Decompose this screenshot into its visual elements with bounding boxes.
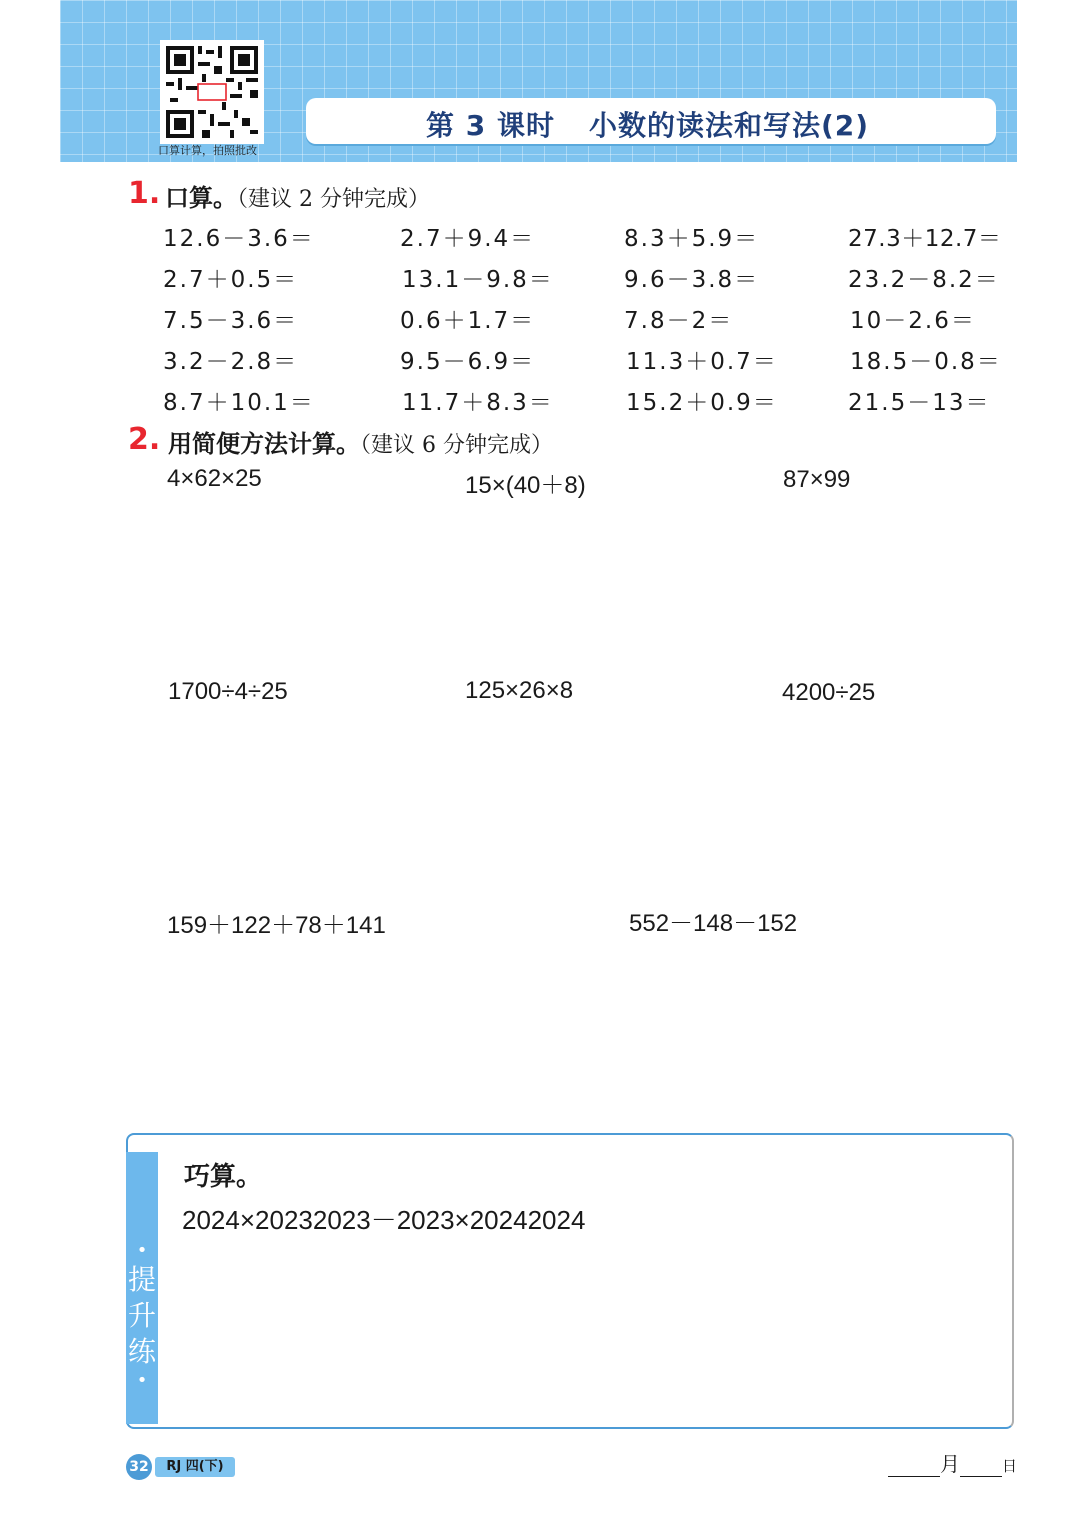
date-fill xyxy=(888,1448,1017,1477)
q2-title xyxy=(168,424,553,459)
q2-title-text: 用简便方法计算。 xyxy=(168,430,360,458)
q1-hint: （建议 2 分钟完成） xyxy=(237,187,430,212)
grade-badge: RJ 四(下) xyxy=(155,1457,235,1477)
oral-item[interactable]: 7.5－3.6＝ xyxy=(163,308,299,334)
calc-item[interactable]: 4×62×25 xyxy=(167,465,262,492)
oral-item[interactable]: 21.5－13＝ xyxy=(848,390,991,416)
oral-item[interactable]: 10－2.6＝ xyxy=(850,308,976,334)
month-blank[interactable] xyxy=(888,1456,940,1477)
extension-side-label: • 提 升 练 • xyxy=(127,1240,156,1391)
calc-item[interactable]: 552－148－152 xyxy=(629,910,798,937)
q1-number: 1. xyxy=(128,176,161,211)
calc-item[interactable]: 159＋122＋78＋141 xyxy=(167,912,386,939)
oral-item[interactable]: 13.1－9.8＝ xyxy=(402,267,554,293)
oral-item[interactable]: 8.7＋10.1＝ xyxy=(163,390,315,416)
oral-item[interactable]: 0.6＋1.7＝ xyxy=(400,308,536,334)
oral-item[interactable]: 11.3＋0.7＝ xyxy=(626,349,778,375)
oral-item[interactable]: 7.8－2＝ xyxy=(624,308,734,334)
qr-code-icon xyxy=(162,42,262,142)
qr-caption: 口算计算，拍照批改 xyxy=(158,144,257,157)
oral-item[interactable]: 9.5－6.9＝ xyxy=(400,349,536,375)
oral-item[interactable]: 18.5－0.8＝ xyxy=(850,349,1002,375)
q2-number: 2. xyxy=(128,422,161,457)
lesson-number: 第 3 课时 xyxy=(426,109,555,142)
month-label: 月 xyxy=(940,1452,960,1476)
q1-title xyxy=(165,178,430,213)
extension-title: 巧算。 xyxy=(184,1162,263,1192)
q2-hint: （建议 6 分钟完成） xyxy=(360,433,553,458)
oral-item[interactable]: 15.2＋0.9＝ xyxy=(626,390,778,416)
oral-item[interactable]: 23.2－8.2＝ xyxy=(848,267,1000,293)
oral-item[interactable]: 2.7＋9.4＝ xyxy=(400,226,536,252)
oral-item[interactable]: 2.7＋0.5＝ xyxy=(163,267,299,293)
page-title xyxy=(426,104,869,144)
day-blank[interactable] xyxy=(960,1456,1002,1477)
calc-item[interactable]: 1700÷4÷25 xyxy=(168,678,288,705)
qr-code[interactable] xyxy=(160,40,264,144)
page-number: 32 xyxy=(126,1454,152,1480)
extension-side-tab xyxy=(126,1152,158,1424)
lesson-title-banner xyxy=(306,98,996,144)
day-label: 日 xyxy=(1002,1457,1018,1475)
q1-title-text: 口算。 xyxy=(165,184,237,212)
oral-item[interactable]: 11.7＋8.3＝ xyxy=(402,390,554,416)
extension-side-label-text: 提 升 练 xyxy=(127,1263,156,1368)
calc-item[interactable]: 4200÷25 xyxy=(782,679,876,706)
oral-item[interactable]: 9.6－3.8＝ xyxy=(624,267,760,293)
calc-item[interactable]: 15×(40＋8) xyxy=(465,472,586,499)
calc-item[interactable]: 87×99 xyxy=(783,466,851,493)
oral-item[interactable]: 27.3＋12.7＝ xyxy=(848,226,1002,252)
lesson-topic: 小数的读法和写法(2) xyxy=(588,109,870,142)
calc-item[interactable]: 125×26×8 xyxy=(465,677,574,704)
oral-item[interactable]: 3.2－2.8＝ xyxy=(163,349,299,375)
oral-item[interactable]: 12.6－3.6＝ xyxy=(163,226,315,252)
oral-item[interactable]: 8.3＋5.9＝ xyxy=(624,226,760,252)
extension-expression[interactable]: 2024×20232023－2023×20242024 xyxy=(182,1205,586,1235)
